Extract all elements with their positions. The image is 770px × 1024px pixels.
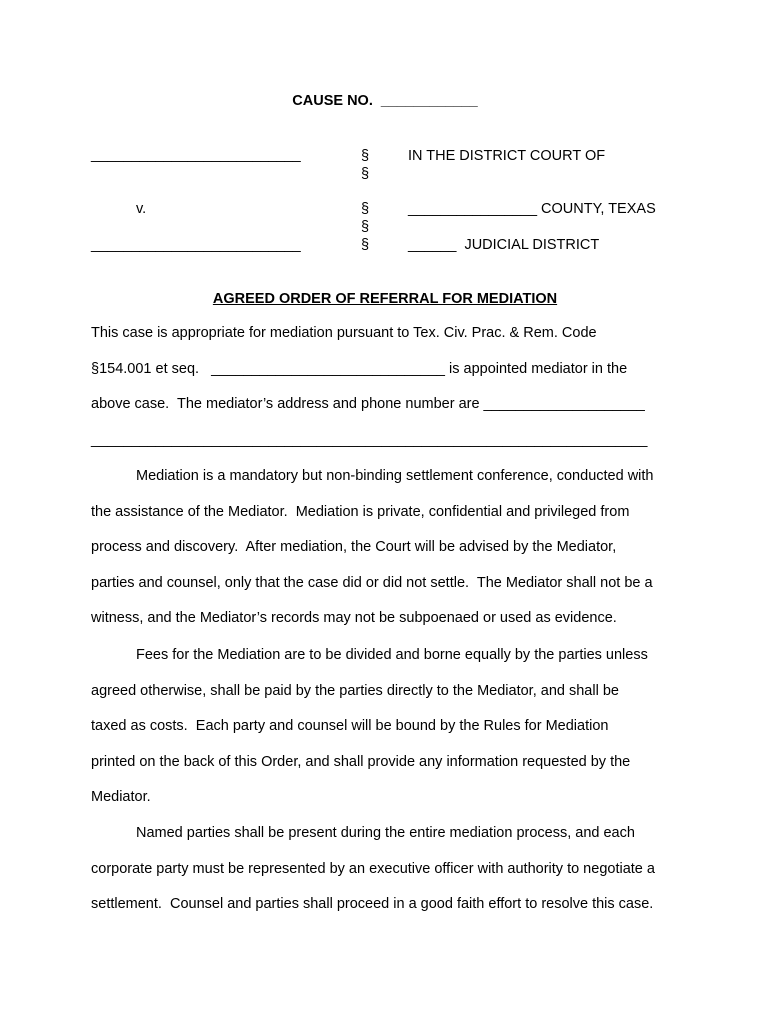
text-line: Named parties shall be present during the entire mediation process, and each <box>136 825 635 841</box>
text-line: printed on the back of this Order, and shall provide any information requested by the <box>91 753 631 770</box>
section-mark: § <box>361 166 370 182</box>
text-line: the assistance of the Mediator. Mediation is private, confidential and privileged from <box>91 503 630 520</box>
judicial-district-label: ______ JUDICIAL DISTRICT <box>408 237 600 253</box>
text-line: agreed otherwise, shall be paid by the parties directly to the Mediator, and shall be <box>91 682 619 699</box>
text-line: above case. The mediator’s address and phone number are ____________________ <box>91 396 645 413</box>
text-line: parties and counsel, only that the case did or did not settle. The Mediator shall not be a <box>91 574 653 591</box>
text-line: settlement. Counsel and parties shall proceed in a good faith effort to resolve this case. <box>91 896 654 913</box>
text-line: Mediation is a mandatory but non-binding settlement conference, conducted with <box>136 468 654 484</box>
paragraph-mediation <box>91 459 681 637</box>
county-label: ________________ COUNTY, TEXAS <box>408 201 656 217</box>
section-mark: § <box>361 201 370 217</box>
text-line: corporate party must be represented by an executive officer with authority to negotiate a <box>91 860 655 877</box>
section-mark: § <box>361 219 370 235</box>
text-line: Fees for the Mediation are to be divided and borne equally by the parties unless <box>136 647 648 663</box>
court-label: IN THE DISTRICT COURT OF <box>408 148 606 164</box>
text-line: process and discovery. After mediation, the Court will be advised by the Mediator, <box>91 539 617 556</box>
defendant-blank: __________________________ <box>91 237 301 253</box>
text-line: witness, and the Mediator’s records may not be subpoenaed or used as evidence. <box>91 610 617 627</box>
versus-label: v. <box>136 201 147 217</box>
text-line: Mediator. <box>91 789 151 806</box>
document-title: AGREED ORDER OF REFERRAL FOR MEDIATION <box>212 291 558 307</box>
section-mark: § <box>361 148 370 164</box>
section-mark: § <box>361 237 370 253</box>
address-blank-line: _____________________________________________________________________ <box>91 431 648 448</box>
cause-number: CAUSE NO. ____________ <box>292 93 478 109</box>
text-line: This case is appropriate for mediation pursuant to Tex. Civ. Prac. & Rem. Code <box>91 325 597 341</box>
text-line: §154.001 et seq. _____________________________ is appointed mediator in the <box>91 360 628 377</box>
plaintiff-blank: __________________________ <box>91 147 301 163</box>
paragraph-attendance <box>91 816 681 923</box>
intro-paragraph <box>91 316 681 458</box>
text-line: taxed as costs. Each party and counsel will be bound by the Rules for Mediation <box>91 718 609 735</box>
paragraph-fees <box>91 638 681 816</box>
